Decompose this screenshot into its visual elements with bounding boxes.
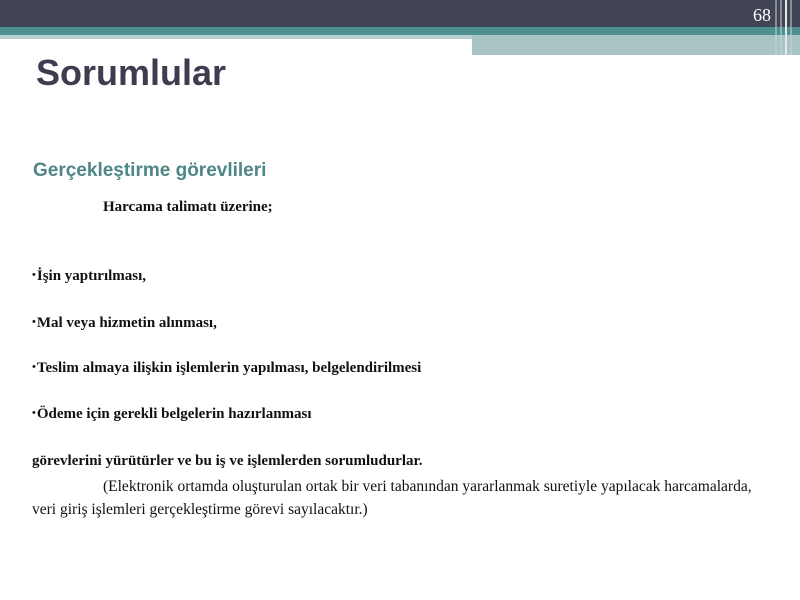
list-item (32, 315, 217, 332)
list-item-text: Ödeme için gerekli belgelerin hazırlanması (36, 406, 312, 422)
bullet-icon: • (32, 269, 36, 281)
intro-text: Harcama talimatı üzerine; (103, 199, 273, 215)
list-item-text: İşin yaptırılması, (36, 268, 147, 284)
bullet-icon: • (32, 316, 36, 328)
accent-strip (0, 27, 800, 35)
page-number: 68 (750, 5, 774, 26)
list-item-text: Mal veya hizmetin alınması, (36, 315, 217, 331)
header-bar (0, 0, 800, 27)
decorative-edge-lines (770, 0, 800, 55)
bullet-icon: • (32, 361, 36, 373)
closing-text: görevlerini yürütürler ve bu iş ve işlemlerden sorumludurlar. (32, 453, 423, 469)
list-item-text: Teslim almaya ilişkin işlemlerin yapılması, belgelendirilmesi (36, 360, 422, 376)
list-item (32, 360, 421, 377)
note-text: (Elektronik ortamda oluşturulan ortak bir veri tabanından yararlanmak suretiyle yapılacak harcamalarda, veri giriş işlemleri gerçekleştirme görevi sayılacaktır.) (32, 478, 752, 518)
bullet-icon: • (32, 407, 36, 419)
light-strip-left (0, 35, 472, 39)
list-item (32, 406, 312, 423)
list-item (32, 268, 146, 285)
note-paragraph (32, 475, 762, 521)
slide-title: Sorumlular (36, 52, 227, 93)
light-strip-right (472, 35, 800, 55)
section-subtitle: Gerçekleştirme görevlileri (33, 160, 267, 181)
